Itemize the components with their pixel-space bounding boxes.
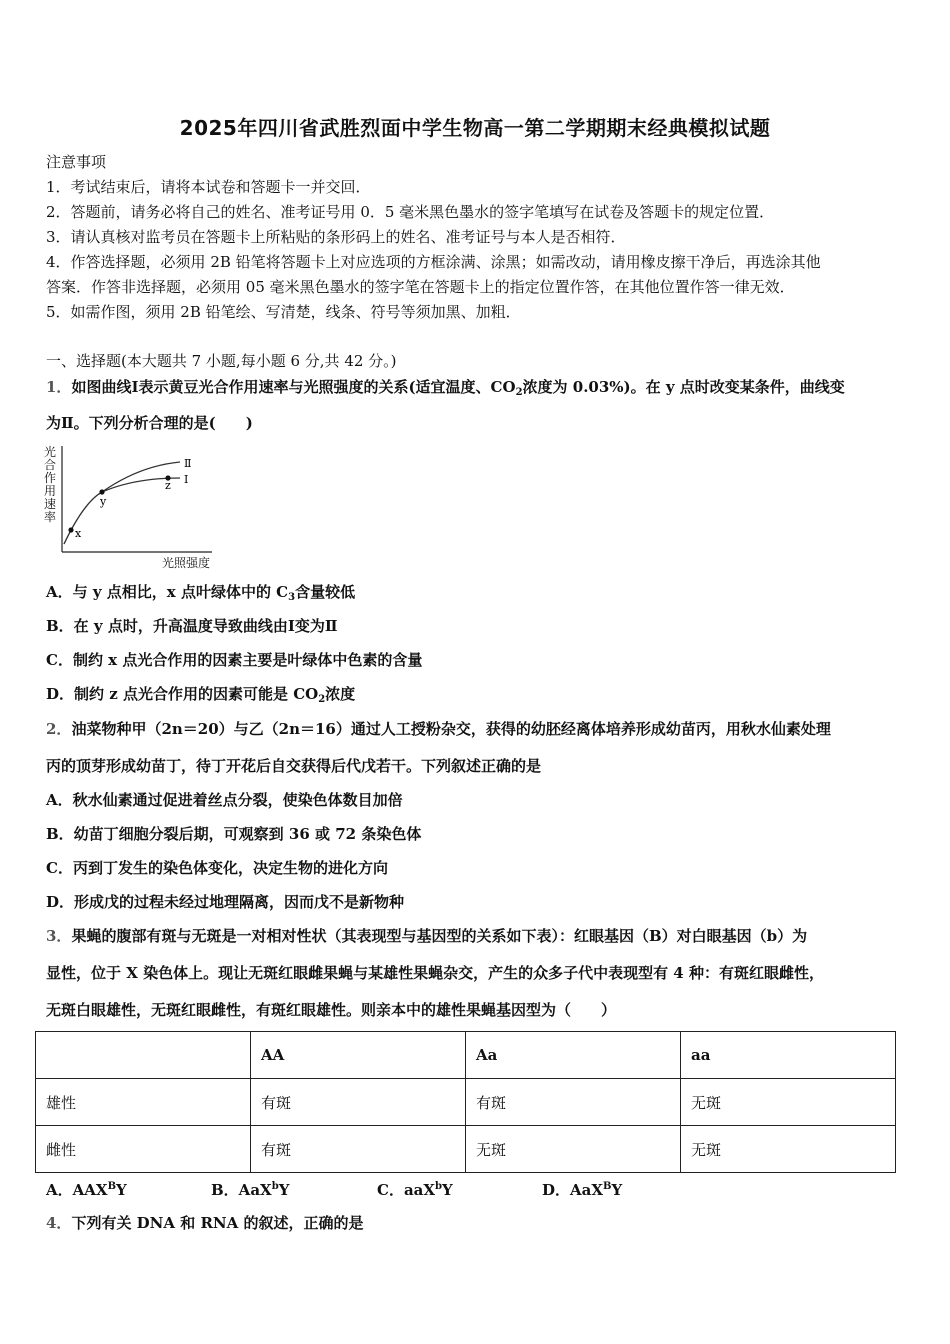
q3-stem-line1 bbox=[46, 926, 807, 946]
table-cell: 雄性 bbox=[36, 1079, 251, 1126]
q1-option-d-sub: 2 bbox=[318, 694, 326, 705]
q3-text: 果蝇的腹部有斑与无斑是一对相对性状（其表现型与基因型的关系如下表）：红眼基因（B）对白眼基因（b）为 bbox=[71, 927, 808, 945]
label-z: z bbox=[165, 479, 171, 492]
q1-option-a-sub: 3 bbox=[288, 592, 296, 603]
q1-option-a-tail: 含量较低 bbox=[295, 583, 356, 601]
q3-option-c bbox=[377, 1179, 542, 1200]
q2-text: 油菜物种甲（2n＝20）与乙（2n＝16）通过人工授粉杂交，获得的幼胚经离体培养形成幼苗丙，用秋水仙素处理 bbox=[71, 720, 831, 738]
q3-option-b bbox=[211, 1179, 377, 1200]
q4-text: 下列有关 DNA 和 RNA 的叙述，正确的是 bbox=[71, 1214, 364, 1232]
point-x bbox=[68, 527, 73, 532]
q1-subscript: 2 bbox=[515, 387, 523, 398]
q1-option-b: B．在 y 点时，升高温度导致曲线由Ⅰ变为Ⅱ bbox=[46, 617, 338, 635]
q1-figure bbox=[44, 444, 216, 572]
q3-option-b-tail: Y bbox=[278, 1181, 290, 1199]
q2-option-d: D．形成戊的过程未经过地理隔离，因而戊不是新物种 bbox=[46, 893, 405, 911]
notice-item: 1．考试结束后，请将本试卷和答题卡一并交回． bbox=[46, 178, 371, 196]
figure-x-label: 光照强度 bbox=[162, 556, 211, 570]
label-curve-I: Ⅰ bbox=[184, 473, 189, 486]
label-y: y bbox=[100, 495, 107, 508]
q1-stem-line2: 为Ⅱ。下列分析合理的是( ) bbox=[46, 414, 253, 432]
q1-option-d-tail: 浓度 bbox=[325, 685, 356, 703]
label-curve-II: Ⅱ bbox=[184, 457, 192, 470]
q3-option-b-text: B．AaX bbox=[211, 1181, 272, 1199]
table-header-cell: AA bbox=[251, 1032, 466, 1079]
table-header-row bbox=[36, 1032, 896, 1079]
q1-option-d-text: D．制约 z 点光合作用的因素可能是 CO bbox=[46, 685, 319, 703]
notice-heading: 注意事项 bbox=[46, 153, 107, 171]
table-header-cell bbox=[36, 1032, 251, 1079]
q3-option-c-tail: Y bbox=[442, 1181, 453, 1199]
q1-option-c: C．制约 x 点光合作用的因素主要是叶绿体中色素的含量 bbox=[46, 651, 423, 669]
page-title: 2025年四川省武胜烈面中学生物高一第二学期期末经典模拟试题 bbox=[179, 116, 771, 140]
q3-option-d-tail: Y bbox=[611, 1181, 623, 1199]
curve-II bbox=[64, 462, 180, 544]
q2-option-a: A．秋水仙素通过促进着丝点分裂，使染色体数目加倍 bbox=[46, 791, 403, 809]
q3-option-a-sup: B bbox=[107, 1181, 117, 1192]
notice-item: 答案．作答非选择题，必须用 05 毫米黑色墨水的签字笔在答题卡上的指定位置作答，在其他位置作答一律无效． bbox=[46, 278, 795, 296]
genotype-table bbox=[35, 1031, 896, 1173]
section-heading: 一、选择题(本大题共 7 小题,每小题 6 分,共 42 分。) bbox=[46, 352, 397, 370]
q4-number: 4． bbox=[46, 1214, 72, 1232]
q3-stem-line2: 显性，位于 X 染色体上。现让无斑红眼雌果蝇与某雄性果蝇杂交，产生的众多子代中表现型有 4 种：有斑红眼雌性， bbox=[46, 964, 824, 982]
q3-option-c-text: C．aaX bbox=[377, 1181, 436, 1199]
table-header-cell: Aa bbox=[466, 1032, 681, 1079]
q1-text-b: 浓度为 0.03%)。在 y 点时改变某条件，曲线变 bbox=[522, 378, 845, 396]
q1-text-a: 如图曲线Ⅰ表示黄豆光合作用速率与光照强度的关系(适宜温度、CO bbox=[71, 378, 516, 396]
table-cell: 有斑 bbox=[251, 1079, 466, 1126]
table-cell: 雌性 bbox=[36, 1126, 251, 1173]
figure-y-label: 光合作用速率 bbox=[44, 445, 57, 524]
q2-number: 2． bbox=[46, 720, 72, 738]
q2-stem-line2: 丙的顶芽形成幼苗丁，待丁开花后自交获得后代戊若干。下列叙述正确的是 bbox=[46, 757, 542, 775]
table-row bbox=[36, 1079, 896, 1126]
notice-item: 5．如需作图，须用 2B 铅笔绘、写清楚，线条、符号等须加黑、加粗． bbox=[46, 303, 521, 321]
table-row bbox=[36, 1126, 896, 1173]
q2-option-c: C．丙到丁发生的染色体变化，决定生物的进化方向 bbox=[46, 859, 388, 877]
table-cell: 有斑 bbox=[251, 1126, 466, 1173]
q3-stem-line3: 无斑白眼雄性，无斑红眼雌性，有斑红眼雄性。则亲本中的雄性果蝇基因型为（ ） bbox=[46, 1001, 617, 1019]
q2-stem-line1 bbox=[46, 719, 831, 739]
q2-option-b: B．幼苗丁细胞分裂后期，可观察到 36 或 72 条染色体 bbox=[46, 825, 422, 843]
point-y bbox=[99, 489, 104, 494]
q3-option-d bbox=[542, 1179, 622, 1200]
q3-option-a-tail: Y bbox=[116, 1181, 127, 1199]
table-cell: 无斑 bbox=[681, 1126, 896, 1173]
q1-number: 1． bbox=[46, 378, 72, 396]
q3-options bbox=[46, 1179, 622, 1200]
q3-option-c-sup: b bbox=[435, 1181, 443, 1192]
q3-option-b-sup: b bbox=[271, 1181, 279, 1192]
curve-I bbox=[64, 478, 180, 544]
q1-option-a-text: A．与 y 点相比，x 点叶绿体中的 C bbox=[46, 583, 289, 601]
q3-option-a-text: A．AAX bbox=[46, 1181, 108, 1199]
q1-stem-line1 bbox=[46, 377, 845, 403]
q1-option-a bbox=[46, 582, 355, 608]
notice-item: 4．作答选择题，必须用 2B 铅笔将答题卡上对应选项的方框涂满、涂黑；如需改动，请用橡皮擦干净后，再选涂其他 bbox=[46, 253, 821, 271]
notice-item: 3．请认真核对监考员在答题卡上所粘贴的条形码上的姓名、准考证号与本人是否相符． bbox=[46, 228, 626, 246]
q3-option-d-sup: B bbox=[603, 1181, 612, 1192]
table-cell: 无斑 bbox=[681, 1079, 896, 1126]
q3-option-a bbox=[46, 1179, 211, 1200]
table-cell: 有斑 bbox=[466, 1079, 681, 1126]
table-header-cell: aa bbox=[681, 1032, 896, 1079]
notice-item: 2．答题前，请务必将自己的姓名、准考证号用 0．5 毫米黑色墨水的签字笔填写在试卷及答题卡的规定位置． bbox=[46, 203, 775, 221]
q3-option-d-text: D．AaX bbox=[542, 1181, 604, 1199]
q4-stem bbox=[46, 1213, 364, 1233]
figure-graph bbox=[44, 444, 216, 572]
q3-number: 3． bbox=[46, 927, 72, 945]
table-cell: 无斑 bbox=[466, 1126, 681, 1173]
q1-option-d bbox=[46, 684, 355, 710]
label-x: x bbox=[75, 527, 82, 540]
